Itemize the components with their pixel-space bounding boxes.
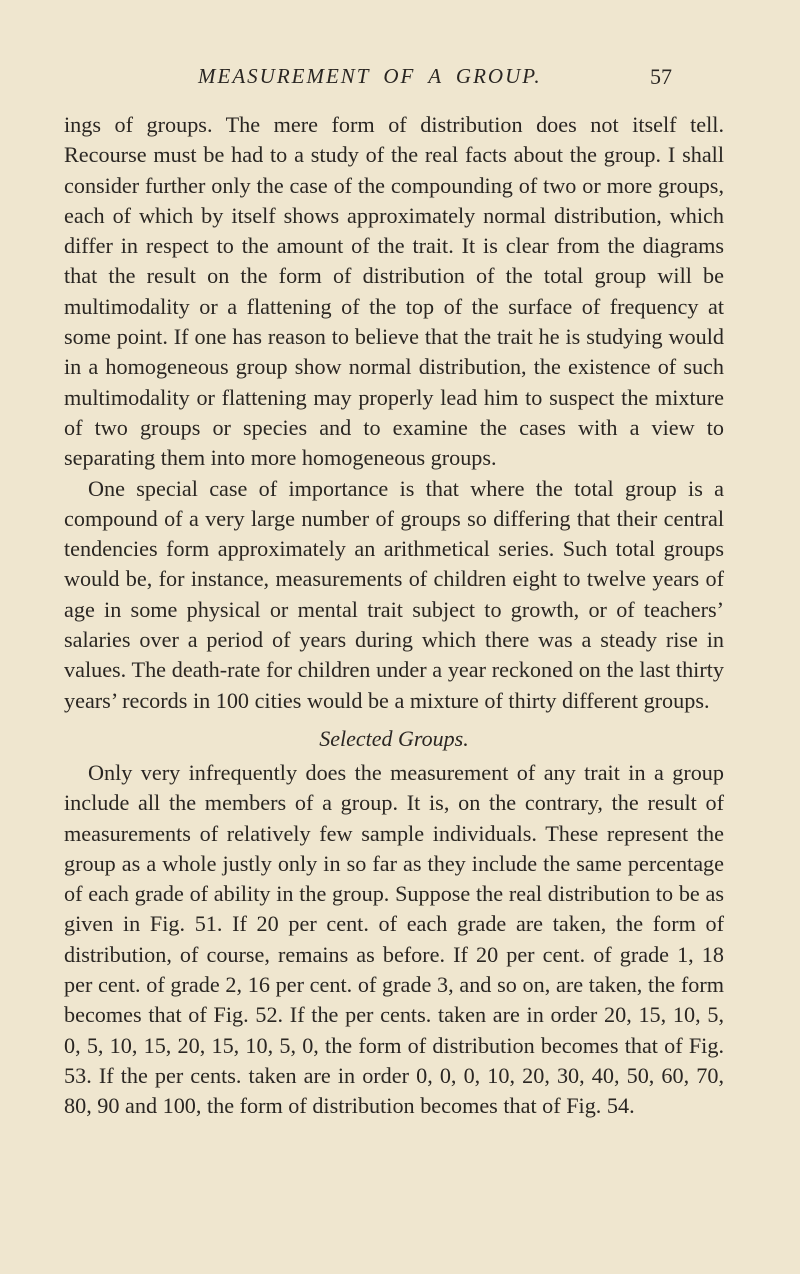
paragraph-continued: ings of groups. The mere form of distribution does not itself tell. Recourse must be had to a study of the real facts about the group. I shall consider further only the case of the compounding of two or more groups, each of which by itself shows approximately normal distribution, which differ in respect to the amount of the trait. It is clear from the diagrams that the result on the form of distribution of the total group will be multimodality or a flattening of the top of the surface of frequency at some point. If one has reason to believe that the trait he is studying would in a homogeneous group show normal distribution, the existence of such multimodality or flattening may properly lead him to suspect the mixture of two groups or species and to examine the cases with a view to separating them into more homogeneous groups. (64, 112, 724, 471)
paragraph-selected-groups: Only very infrequently does the measurement of any trait in a group include all the members of a group. It is, on the contrary, the result of measurements of relatively few sample individuals. These represent the group as a whole justly only in so far as they include the same percentage of each grade of ability in the group. Suppose the real distribution to be as given in Fig. 51. If 20 per cent. of each grade are taken, the form of distribution, of course, remains as before. If 20 per cent. of grade 1, 18 per cent. of grade 2, 16 per cent. of grade 3, and so on, are taken, the form becomes that of Fig. 52. If the per cents. taken are in order 20, 15, 10, 5, 0, 5, 10, 15, 20, 15, 10, 5, 0, the form of distribution becomes that of Fig. 53. If the per cents. taken are in order 0, 0, 0, 10, 20, 30, 40, 50, 60, 70, 80, 90 and 100, the form of distribution becomes that of Fig. 54. (64, 759, 724, 1119)
page-header (168, 64, 768, 98)
paragraph-special-case: One special case of importance is that where the total group is a compound of a very large number of groups so differing that their central tendencies form approximately an arithmetical series. Such total groups would be, for instance, measurements of children eight to twelve years of age in some physical or mental trait subject to growth, or of teachers’ salaries over a period of years during which there was a steady rise in values. The death-rate for children under a year reckoned on the last thirty years’ records in 100 cities would be a mixture of thirty different groups. (64, 475, 724, 713)
page-number: 57 (650, 64, 672, 89)
section-heading: Selected Groups. (319, 725, 469, 751)
body-text (64, 110, 724, 1122)
running-title: MEASUREMENT OF A GROUP. (198, 64, 542, 88)
